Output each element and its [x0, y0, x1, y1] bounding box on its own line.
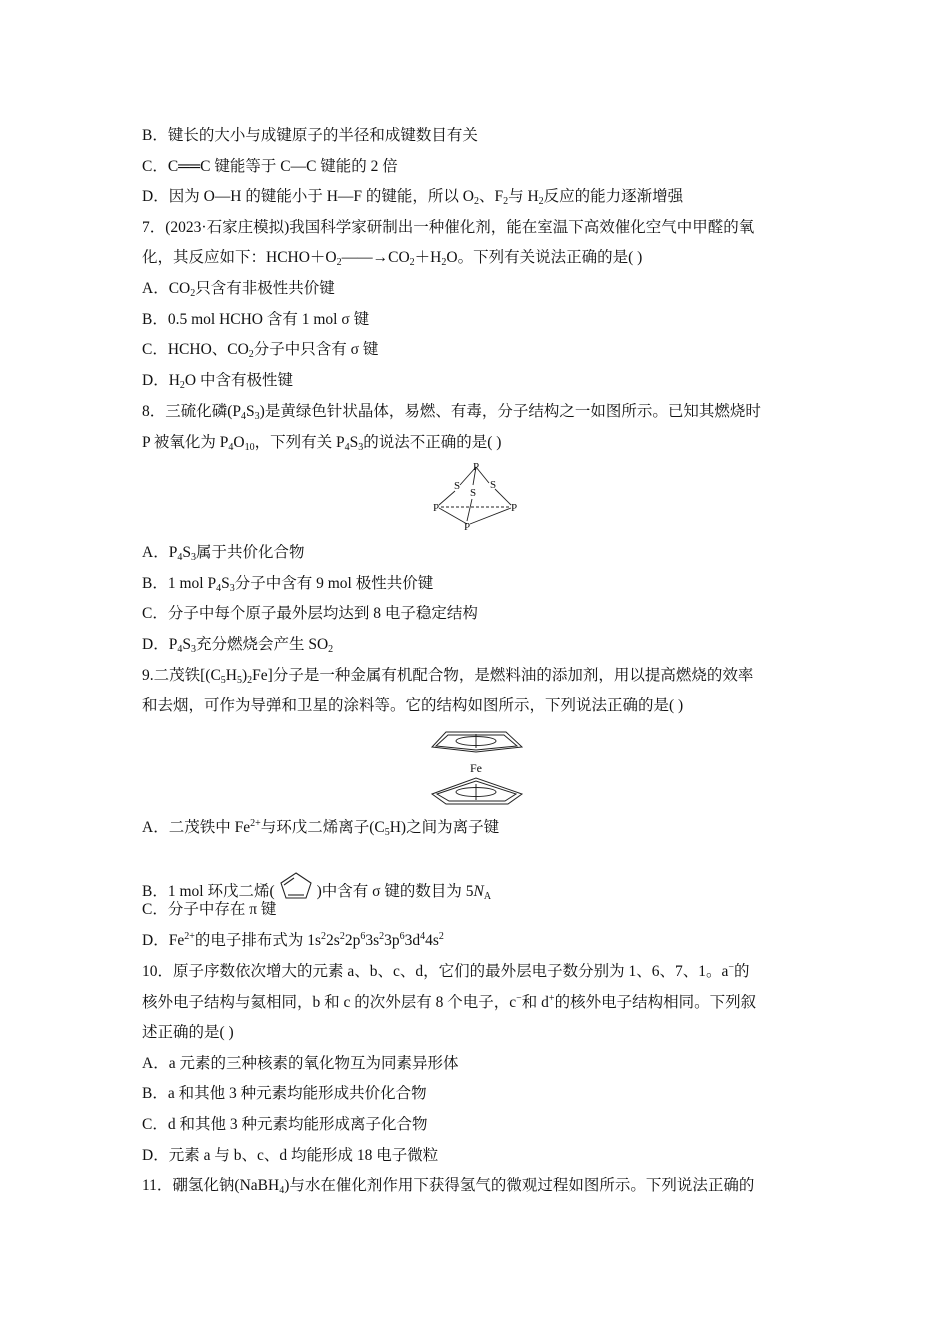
- q7-option-c: C．HCHO、$CO_2$分子中只含有 σ 键: [142, 341, 379, 360]
- q8-option-d: D．$P_4S_3$充分燃烧会产生 $SO_2$: [142, 636, 334, 655]
- q8-option-a: A．$P_4S_3$属于共价化合物: [142, 544, 305, 563]
- q10-option-d: D．元素 a 与 b、c、d 均能形成 18 电子微粒: [142, 1147, 439, 1164]
- atom-s-right: S: [489, 479, 497, 491]
- q8-option-b: B．1 mol $P_4S_3$分子中含有 9 mol 极性共价键: [142, 575, 434, 594]
- q7-stem-line1: 7．(2023·石家庄模拟)我国科学家研制出一种催化剂，能在室温下高效催化空气中甲醛的氧: [142, 219, 755, 236]
- q10-option-b: B．a 和其他 3 种元素均能形成共价化合物: [142, 1085, 427, 1102]
- p4s3-structure-figure: [425, 458, 525, 534]
- q9-option-d: D．$Fe^{2+}$的电子排布式为 $1s^22s^22p^63s^23p^63d^44s^2$: [142, 931, 444, 949]
- q10-stem-line3: 述正确的是( ): [142, 1024, 234, 1041]
- cyclopentadiene-icon: [276, 870, 316, 900]
- q6-option-d: D．因为 O—H 的键能小于 H—F 的键能，所以 $O_2$、$F_2$与 $H_2$反应的能力逐渐增强: [142, 188, 684, 207]
- q8-stem-line1: 8．三硫化磷$(P_4S_3)$是黄绿色针状晶体，易燃、有毒，分子结构之一如图所示。已知其燃烧时: [142, 403, 761, 422]
- q6-option-b: B．键长的大小与成键原子的半径和成键数目有关: [142, 127, 478, 144]
- atom-p-top: P: [472, 461, 480, 473]
- atom-p-bottom: P: [463, 521, 471, 533]
- atom-s-middle: S: [469, 487, 477, 499]
- q9-option-b: B．1 mol 环戊二烯( )中含有 σ 键的数目为 $5N_A$: [142, 870, 491, 902]
- q11-stem-line1: 11．硼氢化钠(NaBH$_4$)与水在催化剂作用下获得氢气的微观过程如图所示。下列说法正确的: [142, 1177, 755, 1196]
- q9-option-a: A．二茂铁中 $Fe^{2+}$与环戊二烯离子$(C_5H)$之间为离子键: [142, 818, 500, 838]
- atom-p-left: P: [432, 502, 440, 514]
- q8-stem-line2: P 被氧化为 $P_4O_{10}$，下列有关 $P_4S_3$的说法不正确的是( ): [142, 434, 502, 453]
- q10-stem-line1: 10．原子序数依次增大的元素 a、b、c、d，它们的最外层电子数分别为 1、6、7、1。a−的: [142, 962, 750, 980]
- atom-p-right: P: [510, 502, 518, 514]
- q9-stem-line1: 9.二茂铁$[(C_5H_5)_2Fe]$分子是一种金属有机配合物，是燃料油的添加剂，用以提高燃烧的效率: [142, 667, 754, 686]
- q6-option-c: C．C══C 键能等于 C—C 键能的 2 倍: [142, 158, 398, 175]
- q10-option-a: A．a 元素的三种核素的氧化物互为同素异形体: [142, 1055, 459, 1072]
- q9-stem-line2: 和去烟，可作为导弹和卫星的涂料等。它的结构如图所示，下列说法正确的是( ): [142, 697, 684, 714]
- q7-option-b: B．0.5 mol HCHO 含有 1 mol σ 键: [142, 311, 370, 328]
- q7-option-a: A．$CO_2$只含有非极性共价键: [142, 280, 335, 299]
- q9-option-c: C．分子中存在 π 键: [142, 901, 277, 918]
- q10-option-c: C．d 和其他 3 种元素均能形成离子化合物: [142, 1116, 428, 1133]
- q7-stem-line2: 化，其反应如下：$HCHO+O_2——\to CO_2+H_2O$。下列有关说法正确的是( ): [142, 249, 643, 268]
- ferrocene-structure-figure: [428, 728, 524, 806]
- q10-stem-line2: 核外电子结构与氦相同，b 和 c 的次外层有 8 个电子，c−和 d+的核外电子结构相同。下列叙: [142, 993, 757, 1011]
- q8-option-c: C．分子中每个原子最外层均达到 8 电子稳定结构: [142, 605, 478, 622]
- q7-option-d: D．$H_2O$ 中含有极性键: [142, 372, 293, 391]
- atom-fe: Fe: [470, 761, 482, 775]
- atom-s-left: S: [453, 480, 461, 492]
